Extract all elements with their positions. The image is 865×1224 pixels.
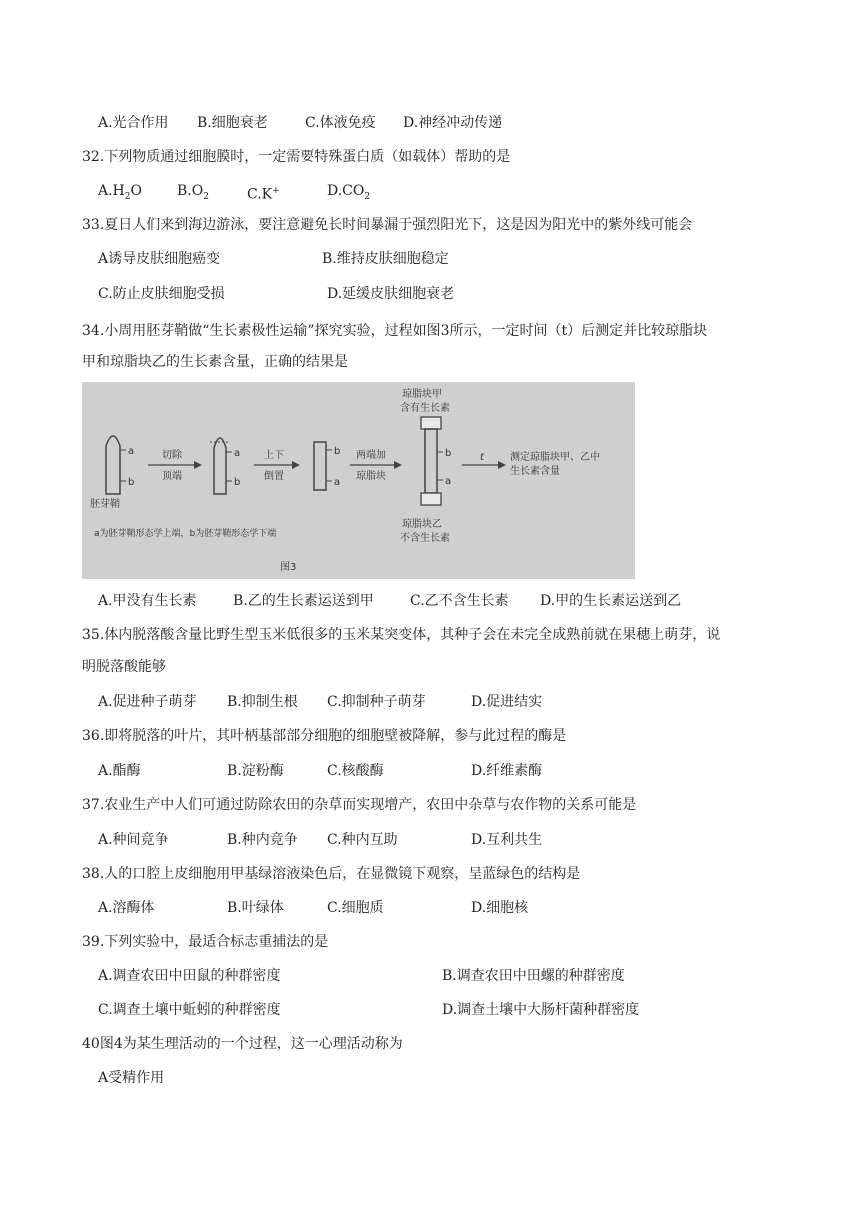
- q37-option-d: D.互利共生: [471, 832, 543, 848]
- q31-option-b: B.细胞衰老: [197, 115, 268, 131]
- arrow-time-head: [498, 461, 506, 469]
- q36-stem: 36.即将脱落的叶片，其叶柄基部部分细胞的细胞壁被降解，参与此过程的酶是: [82, 728, 567, 744]
- q34-stem-line2: 甲和琼脂块乙的生长素含量，正确的结果是: [82, 354, 348, 370]
- q39-stem: 39.下列实验中，最适合标志重捕法的是: [82, 934, 329, 950]
- arrow-cut-label-top: 切除: [162, 450, 182, 461]
- q34-option-b: B.乙的生长素运送到甲: [233, 593, 374, 609]
- q40-option-a: A受精作用: [98, 1070, 165, 1086]
- mark-b-3: b: [334, 446, 341, 457]
- q39-option-d: D.调查土壤中大肠杆菌种群密度: [442, 1002, 640, 1018]
- figure-3-diagram: [82, 382, 635, 579]
- arrow-agar-head: [394, 461, 402, 469]
- arrow-invert-head: [292, 461, 300, 469]
- q39-option-a: A.调查农田中田鼠的种群密度: [98, 968, 281, 984]
- q35-option-b: B.抑制生根: [227, 694, 298, 710]
- q34-option-d: D.甲的生长素运送到乙: [540, 593, 682, 609]
- agar-block-yi: [421, 493, 441, 505]
- q38-option-b: B.叶绿体: [227, 900, 284, 916]
- q32-stem: 32.下列物质通过细胞膜时，一定需要特殊蛋白质（如载体）帮助的是: [82, 149, 511, 165]
- q40-stem: 40图4为某生理活动的一个过程，这一心理活动称为: [82, 1036, 403, 1052]
- q33-option-b: B.维持皮肤细胞稳定: [322, 251, 449, 267]
- segment-with-agar: [425, 429, 437, 493]
- arrow-cut-label-bottom: 顶端: [162, 471, 182, 482]
- q38-stem: 38.人的口腔上皮细胞用甲基绿溶液染色后，在显微镜下观察，呈蓝绿色的结构是: [82, 866, 581, 882]
- arrow-cut-head: [194, 461, 202, 469]
- block-yi-label-1: 琼脂块乙: [402, 519, 442, 530]
- arrow-time-label: t: [480, 452, 484, 463]
- q38-option-a: A.溶酶体: [98, 900, 155, 916]
- q32-option-b: $B.O_2$: [177, 183, 209, 202]
- mark-a-2: a: [234, 448, 241, 459]
- coleoptile-intact: [106, 436, 120, 494]
- mark-a-3: a: [334, 477, 341, 488]
- mark-b-4: b: [445, 448, 452, 459]
- figure-footnote: a为胚芽鞘形态学上端，b为胚芽鞘形态学下端: [94, 529, 277, 539]
- arrow-invert-label-top: 上下: [264, 450, 284, 461]
- q35-option-d: D.促进结实: [471, 694, 543, 710]
- q33-stem: 33.夏日人们来到海边游泳，要注意避免长时间暴漏于强烈阳光下，这是因为阳光中的紫外线可能会: [82, 217, 693, 233]
- arrow-invert-label-bottom: 倒置: [264, 471, 284, 482]
- label-coleoptile: 胚芽鞘: [90, 499, 120, 510]
- q33-option-a: A诱导皮肤细胞癌变: [98, 251, 221, 267]
- result-label-1: 测定琼脂块甲、乙中: [510, 452, 600, 463]
- agar-block-jia: [421, 417, 441, 429]
- mark-a-4: a: [445, 476, 452, 487]
- q37-option-b: B.种内竞争: [227, 832, 298, 848]
- q34-option-a: A.甲没有生长素: [98, 593, 197, 609]
- block-yi-label-2: 不含生长素: [400, 533, 450, 544]
- q33-option-c: C.防止皮肤细胞受损: [98, 286, 225, 302]
- q35-option-a: A.促进种子萌芽: [98, 694, 197, 710]
- q35-option-c: C.抑制种子萌芽: [327, 694, 426, 710]
- mark-b-1: b: [128, 477, 135, 488]
- q32-option-c: C.K+: [247, 186, 280, 203]
- q36-option-c: C.核酸酶: [327, 763, 384, 779]
- q38-option-d: D.细胞核: [471, 900, 529, 916]
- q36-option-d: D.纤维素酶: [471, 763, 543, 779]
- segment-inverted: [314, 442, 326, 490]
- q35-stem-line1: 35.体内脱落酸含量比野生型玉米低很多的玉米某突变体，其种子会在未完全成熟前就在果穗上萌芽，说: [82, 627, 721, 643]
- q31-option-d: D.神经冲动传递: [403, 115, 503, 131]
- block-jia-label-1: 琼脂块甲: [402, 389, 442, 400]
- q36-option-b: B.淀粉酶: [227, 763, 284, 779]
- q35-stem-line2: 明脱落酸能够: [82, 659, 166, 675]
- coleoptile-cut: [214, 438, 226, 494]
- arrow-agar-label-bottom: 琼脂块: [356, 471, 386, 482]
- q38-option-c: C.细胞质: [327, 900, 384, 916]
- arrow-agar-label-top: 两端加: [356, 450, 386, 461]
- q39-option-b: B.调查农田中田螺的种群密度: [442, 968, 625, 984]
- figure-3: [82, 382, 635, 579]
- block-jia-label-2: 含有生长素: [400, 403, 450, 414]
- q34-option-c: C.乙不含生长素: [410, 593, 509, 609]
- result-label-2: 生长素含量: [510, 466, 560, 477]
- q32-option-a: $A.H_2O$: [98, 183, 142, 202]
- figure-caption: 图3: [280, 562, 297, 573]
- q37-stem: 37.农业生产中人们可通过防除农田的杂草而实现增产，农田中杂草与农作物的关系可能是: [82, 797, 637, 813]
- q37-option-c: C.种内互助: [327, 832, 398, 848]
- q32-option-d: $D.CO_2$: [327, 183, 371, 202]
- q34-stem-line1: 34.小周用胚芽鞘做“生长素极性运输”探究实验，过程如图3所示，一定时间（t）后测定并比较琼脂块: [82, 323, 708, 339]
- q31-option-c: C.体液免疫: [305, 115, 376, 131]
- q39-option-c: C.调查土壤中蚯蚓的种群密度: [98, 1002, 281, 1018]
- q33-option-d: D.延缓皮肤细胞衰老: [327, 286, 455, 302]
- q31-option-a: A.光合作用: [98, 115, 169, 131]
- mark-b-2: b: [234, 477, 241, 488]
- q36-option-a: A.酯酶: [98, 763, 141, 779]
- mark-a-1: a: [128, 446, 135, 457]
- q37-option-a: A.种间竞争: [98, 832, 169, 848]
